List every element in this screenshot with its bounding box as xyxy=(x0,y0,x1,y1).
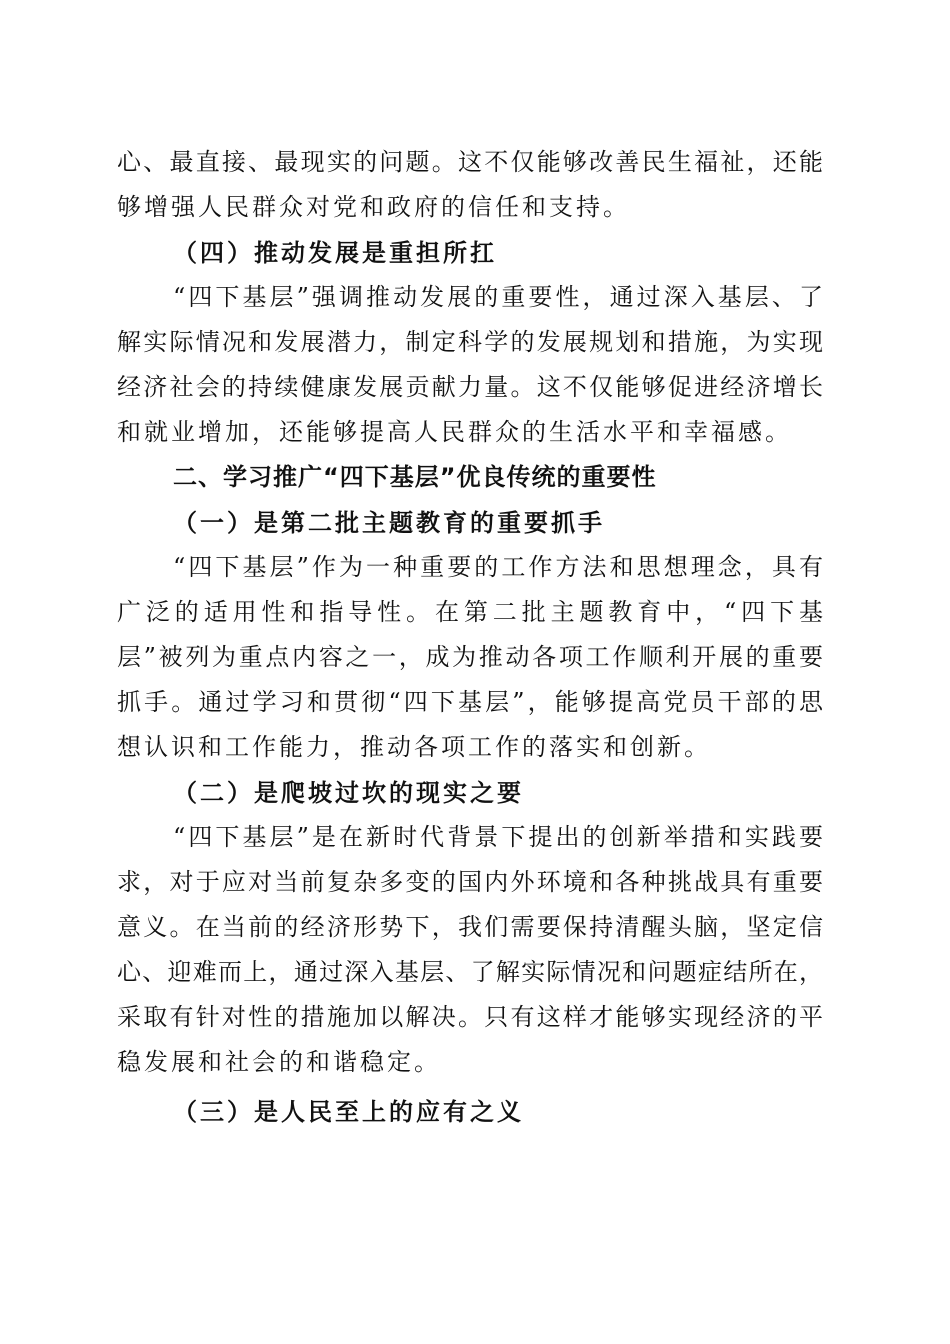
body-line: 层”被列为重点内容之一，成为推动各项工作顺利开展的重要 xyxy=(117,643,823,671)
document-page xyxy=(117,140,823,1134)
body-line: 够增强人民群众对党和政府的信任和支持。 xyxy=(117,193,630,221)
section-heading: 二、学习推广“四下基层”优良传统的重要性 xyxy=(173,463,657,491)
body-line: 广泛的适用性和指导性。在第二批主题教育中，“四下基 xyxy=(117,598,823,626)
body-line: 心、迎难而上，通过深入基层、了解实际情况和问题症结所在， xyxy=(117,958,823,986)
body-line: 稳发展和社会的和谐稳定。 xyxy=(117,1048,441,1076)
body-line: 抓手。通过学习和贯彻“四下基层”，能够提高党员干部的思 xyxy=(117,688,823,716)
subsection-heading: （四）推动发展是重担所扛 xyxy=(173,238,497,267)
subsection-heading: （二）是爬坡过坎的现实之要 xyxy=(173,778,524,807)
subsection-heading: （三）是人民至上的应有之义 xyxy=(173,1097,524,1126)
body-line: 求，对于应对当前复杂多变的国内外环境和各种挑战具有重要 xyxy=(117,868,823,896)
body-line: 经济社会的持续健康发展贡献力量。这不仅能够促进经济增长 xyxy=(117,373,823,401)
body-line: 心、最直接、最现实的问题。这不仅能够改善民生福祉，还能 xyxy=(117,148,823,176)
paragraph-first-line: “四下基层”作为一种重要的工作方法和思想理念，具有 xyxy=(173,553,823,581)
body-line: 意义。在当前的经济形势下，我们需要保持清醒头脑，坚定信 xyxy=(117,913,823,941)
body-line: 和就业增加，还能够提高人民群众的生活水平和幸福感。 xyxy=(117,418,792,446)
body-line: 想认识和工作能力，推动各项工作的落实和创新。 xyxy=(117,733,711,761)
paragraph-first-line: “四下基层”强调推动发展的重要性，通过深入基层、了 xyxy=(173,283,823,311)
subsection-heading: （一）是第二批主题教育的重要抓手 xyxy=(173,508,605,537)
body-line: 解实际情况和发展潜力，制定科学的发展规划和措施，为实现 xyxy=(117,328,823,356)
body-line: 采取有针对性的措施加以解决。只有这样才能够实现经济的平 xyxy=(117,1003,823,1031)
paragraph-first-line: “四下基层”是在新时代背景下提出的创新举措和实践要 xyxy=(173,823,823,851)
